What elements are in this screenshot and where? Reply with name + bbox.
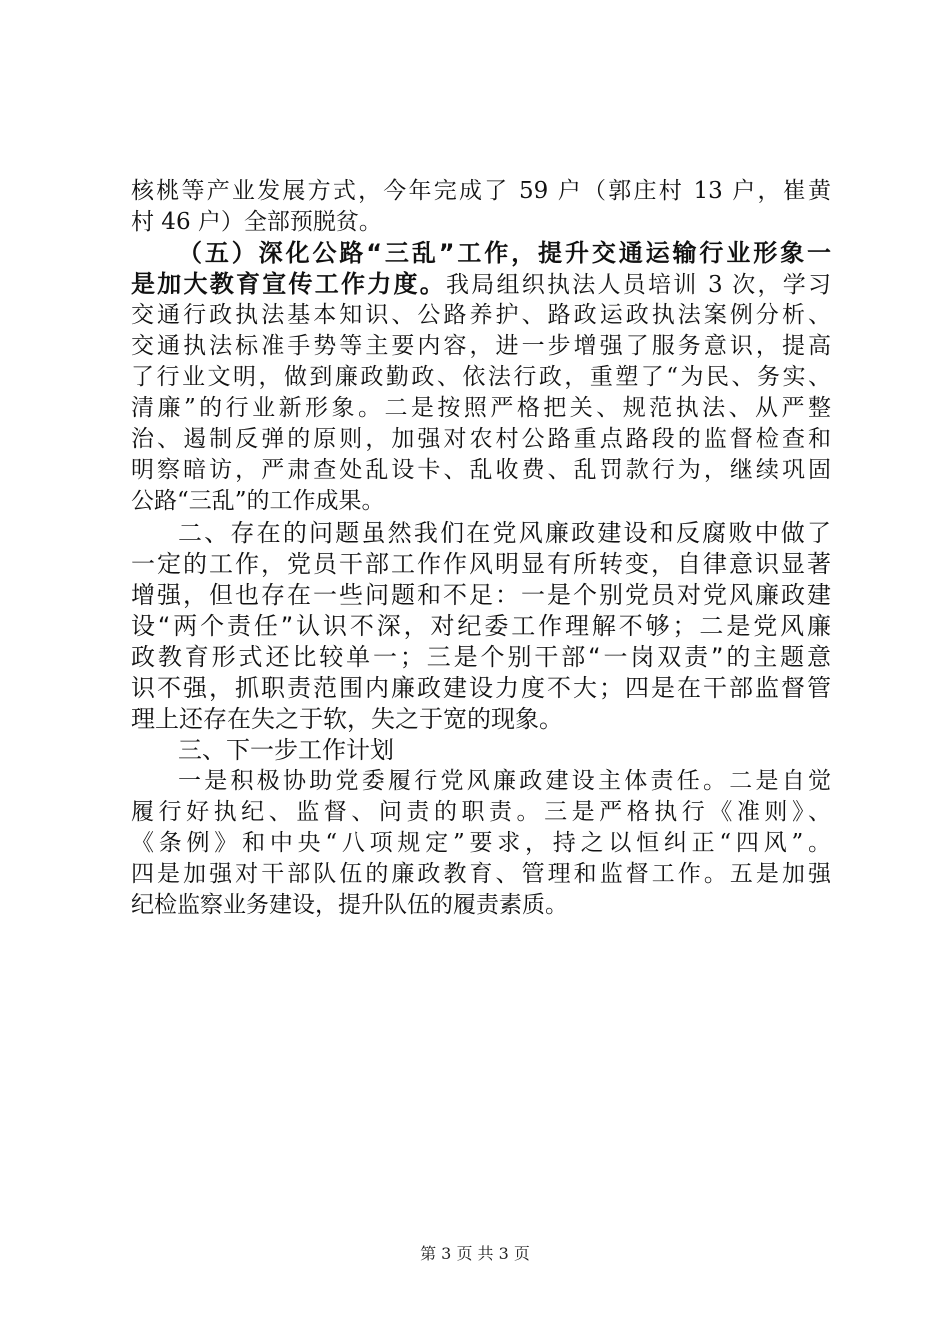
section-5-heading-line-1: （五）深化公路“三乱”工作，提升交通运输行业形象一 — [178, 239, 831, 267]
paragraph-3-line-1: 二、存在的问题虽然我们在党风廉政建设和反腐败中做了 — [178, 519, 831, 547]
paragraph-4-line-2: 履行好执纪、监督、问责的职责。三是严格执行《准则》、 — [131, 799, 831, 825]
paragraph-1-line-2: 村 46 户）全部预脱贫。 — [131, 209, 382, 235]
paragraph-3-line-2: 一定的工作，党员干部工作作风明显有所转变，自律意识显著 — [131, 550, 831, 578]
paragraph-1-line-1: 核桃等产业发展方式，今年完成了 59 户（郭庄村 13 户，崔黄 — [131, 178, 831, 204]
paragraph-2-line-2: 交通行政执法基本知识、公路养护、路政运政执法案例分析、 — [131, 302, 831, 328]
paragraph-4-line-4: 四是加强对干部队伍的廉政教育、管理和监督工作。五是加强 — [131, 861, 831, 887]
paragraph-4-line-5: 纪检监察业务建设，提升队伍的履责素质。 — [131, 892, 568, 918]
paragraph-2-line-4: 了行业文明，做到廉政勤政、依法行政，重塑了“为民、务实、 — [131, 364, 831, 390]
paragraph-3-line-7: 理上还存在失之于软，失之于宽的现象。 — [131, 705, 563, 733]
paragraph-3-line-6: 识不强，抓职责范围内廉政建设力度不大；四是在干部监督管 — [131, 674, 831, 702]
section-5-heading-line-2: 是加大教育宣传工作力度。 — [131, 270, 446, 298]
page-number-footer: 第 3 页 共 3 页 — [420, 1244, 530, 1263]
paragraph-4-line-1: 一是积极协助党委履行党风廉政建设主体责任。二是自觉 — [178, 768, 831, 794]
paragraph-2-lead-text: 我局组织执法人员培训 3 次，学习 — [446, 272, 831, 298]
paragraph-3-line-5: 政教育形式还比较单一；三是个别干部“一岗双责”的主题意 — [131, 643, 831, 671]
paragraph-2-line-5: 清廉”的行业新形象。二是按照严格把关、规范执法、从严整 — [131, 395, 831, 421]
section-3-heading: 三、下一步工作计划 — [178, 736, 394, 764]
paragraph-2-line-8: 公路“三乱”的工作成果。 — [131, 488, 385, 514]
paragraph-4-line-3: 《条例》和中央“八项规定”要求，持之以恒纠正“四风”。 — [131, 830, 831, 856]
paragraph-3-line-4: 设“两个责任”认识不深，对纪委工作理解不够；二是党风廉 — [131, 612, 831, 640]
paragraph-2-line-1 — [131, 269, 831, 300]
paragraph-2-line-7: 明察暗访，严肃查处乱设卡、乱收费、乱罚款行为，继续巩固 — [131, 457, 831, 483]
paragraph-2-line-6: 治、遏制反弹的原则，加强对农村公路重点路段的监督检查和 — [131, 426, 831, 452]
paragraph-2-line-3: 交通执法标准手势等主要内容，进一步增强了服务意识，提高 — [131, 333, 831, 359]
paragraph-3-line-3: 增强，但也存在一些问题和不足：一是个别党员对党风廉政建 — [131, 581, 831, 609]
